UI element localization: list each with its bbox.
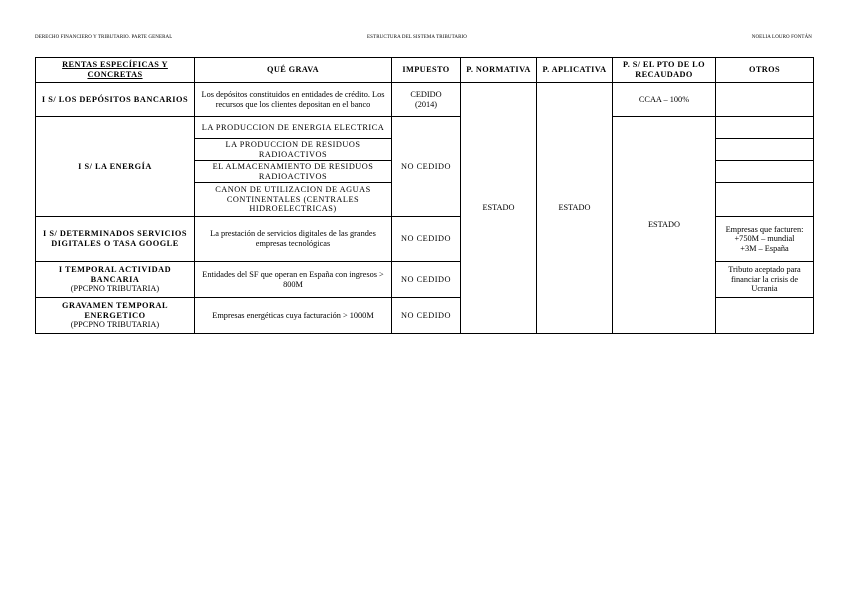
impuesto-bancaria: NO CEDIDO — [392, 262, 461, 298]
tax-structure-table — [35, 57, 814, 334]
grava-residuos-produccion: LA PRODUCCION DE RESIDUOS RADIOACTIVOS — [195, 139, 392, 161]
otros-energia-4 — [716, 183, 814, 217]
impuesto-depositos — [392, 83, 461, 117]
table-row-depositos — [36, 83, 814, 117]
col-header-rentas: RENTAS ESPECÍFICAS Y CONCRETAS — [36, 58, 195, 83]
otros-bancaria: Tributo aceptado para financiar la crisis de Ucrania — [716, 262, 814, 298]
col-header-otros: OTROS — [716, 58, 814, 83]
renta-gravamen — [36, 298, 195, 334]
grava-residuos-almacenamiento: EL ALMACENAMIENTO DE RESIDUOS RADIOACTIVOS — [195, 161, 392, 183]
grava-bancaria: Entidades del SF que operan en España con ingresos > 800M — [195, 262, 392, 298]
renta-gravamen-note: (PPCPNO TRIBUTARIA) — [70, 320, 160, 330]
recaudado-depositos: CCAA – 100% — [613, 83, 716, 117]
col-header-recaudado: P. S/ EL PTO DE LO RECAUDADO — [613, 58, 716, 83]
otros-digitales — [716, 217, 814, 262]
header-course-title: DERECHO FINANCIERO Y TRIBUTARIO. PARTE GENERAL — [35, 35, 173, 40]
table-header-row — [36, 58, 814, 83]
impuesto-digitales: NO CEDIDO — [392, 217, 461, 262]
otros-depositos — [716, 83, 814, 117]
impuesto-energia: NO CEDIDO — [392, 117, 461, 217]
col-header-normativa: P. NORMATIVA — [461, 58, 537, 83]
header-document-title: ESTRUCTURA DEL SISTEMA TRIBUTARIO — [367, 35, 467, 40]
otros-energia-3 — [716, 161, 814, 183]
otros-digitales-line3: +3M – España — [740, 243, 789, 253]
grava-energia-electrica: LA PRODUCCION DE ENERGIA ELECTRICA — [195, 117, 392, 139]
renta-gravamen-title: GRAVAMEN TEMPORAL ENERGETICO — [62, 301, 168, 320]
grava-canon-aguas: CANON DE UTILIZACION DE AGUAS CONTINENTALES (CENTRALES HIDROELECTRICAS) — [195, 183, 392, 217]
col-header-impuesto: IMPUESTO — [392, 58, 461, 83]
renta-energia: I S/ LA ENERGÍA — [36, 117, 195, 217]
otros-digitales-line1: Empresas que facturen: — [725, 224, 804, 234]
otros-energia-2 — [716, 139, 814, 161]
aplicativa-cell: ESTADO — [537, 83, 613, 334]
table-row-energia-1 — [36, 117, 814, 139]
impuesto-depositos-status: CEDIDO — [410, 89, 442, 99]
header-author: NOELIA LOURO FONTÁN — [751, 35, 812, 40]
normativa-cell: ESTADO — [461, 83, 537, 334]
grava-digitales: La prestación de servicios digitales de las grandes empresas tecnológicas — [195, 217, 392, 262]
otros-digitales-line2: +750M – mundial — [734, 234, 795, 244]
renta-bancaria — [36, 262, 195, 298]
recaudado-estado: ESTADO — [613, 117, 716, 334]
grava-depositos: Los depósitos constituidos en entidades de crédito. Los recursos que los clientes depositan en el banco — [195, 83, 392, 117]
otros-energia-1 — [716, 117, 814, 139]
impuesto-gravamen: NO CEDIDO — [392, 298, 461, 334]
page-header — [35, 35, 812, 45]
renta-digitales: I S/ DETERMINADOS SERVICIOS DIGITALES O TASA GOOGLE — [36, 217, 195, 262]
col-header-que-grava: QUÉ GRAVA — [195, 58, 392, 83]
grava-gravamen: Empresas energéticas cuya facturación > 1000M — [195, 298, 392, 334]
renta-depositos: I S/ LOS DEPÓSITOS BANCARIOS — [36, 83, 195, 117]
impuesto-depositos-year: (2014) — [414, 99, 438, 109]
col-header-aplicativa: P. APLICATIVA — [537, 58, 613, 83]
renta-bancaria-note: (PPCPNO TRIBUTARIA) — [70, 284, 160, 294]
renta-bancaria-title: I TEMPORAL ACTIVIDAD BANCARIA — [58, 265, 172, 284]
otros-gravamen — [716, 298, 814, 334]
